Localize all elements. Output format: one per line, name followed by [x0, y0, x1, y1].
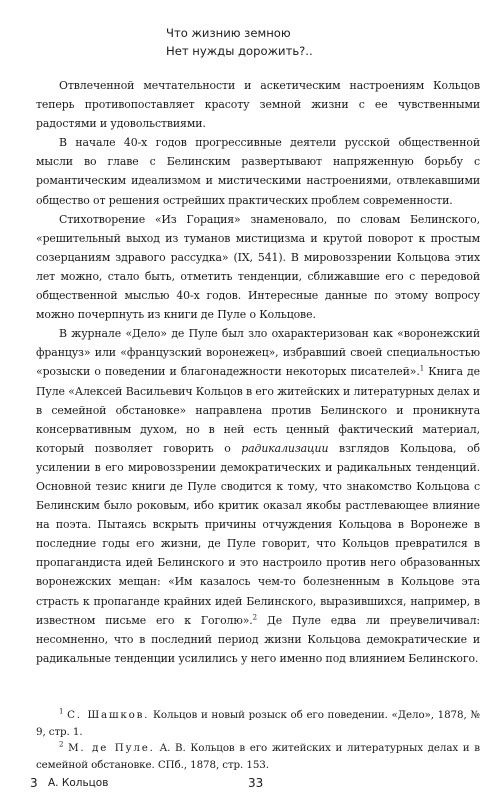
main-text [36, 76, 480, 668]
epigraph-line: Нет нужды дорожить?.. [166, 44, 313, 58]
page-footer [30, 776, 480, 794]
paragraph-text: Де Пуле едва ли преувеличивал: несомненно, что в последний период жизни Кольцова демократические и радикальные тенденции усилились у него именно под влиянием Белинского. [36, 613, 480, 665]
poem-epigraph [166, 24, 480, 60]
paragraph: Отвлеченной мечтательности и аскетическим настроениям Кольцов теперь противопоставляет красоту земной жизни с ее чувственными радостями и удовольствиями. [36, 79, 480, 131]
italic-term: радикализации [241, 441, 329, 455]
footnote-mark: 2 [59, 740, 64, 749]
footnote-ref: 2 [252, 613, 258, 621]
footnote [36, 740, 480, 773]
paragraph-text: В журнале «Дело» де Пуле был зло охарактеризован как «воронежский француз» или «французский воронежец», избравший своей специальностью «розыски о поведении и благонадежности некоторых писателей». [36, 327, 480, 379]
paragraph [36, 324, 480, 668]
page-number: 33 [248, 776, 264, 790]
footnote-mark: 1 [59, 707, 64, 716]
footnote-author: С. Шашков. [67, 709, 150, 721]
footnote-text: А. В. Кольцов в его житейских и литературных делах и в семейной обстановке. СПб., 1878, стр. 153. [36, 742, 480, 771]
footnote-ref: 1 [419, 364, 425, 373]
footnote-text: Кольцов и новый розыск об его поведении. «Дело», 1878, № 9, стр. 1. [36, 709, 480, 738]
footnotes [36, 707, 480, 773]
paragraph-text: Книга де Пуле «Алексей Васильевич Кольцов в его житейских и литературных делах и в семейной обстановке» направлена против Белинского и проникнута консервативным духом, но в ней есть ценный фактический материал, который позволяет говорить о [36, 365, 480, 455]
paragraph-text: взглядов Кольцова, об усилении в его мировоззрении демократических и радикальных тенденций. Основной тезис книги де Пуле сводится к тому, что знакомство Кольцова с Белинским было роковым, ибо критик оказал якобы растлевающее влияние на поэта. Пытаясь вскрыть причины отчуждения Кольцова в Воронеже в последние годы его жизни, де Пуле говорит, что Кольцов превратился в пропагандиста идей Белинского и это настроило против него образованных воронежских мещан: «Им казалось чем-то болезненным в Кольцове эта страсть к пропаганде крайних идей Белинского, выразившихся, например, в известном письме его к Гоголю». [36, 441, 480, 627]
paragraph: Стихотворение «Из Горация» знаменовало, по словам Белинского, «решительный выход из туманов мистицизма и крутой поворот к простым созерцаниям здравого рассудка» (IX, 541). В мировоззрении Кольцова этих лет можно, стало быть, отметить тенденции, сближавшие его с передовой общественной мыслью 40-х годов. Интересные данные по этому вопросу можно почерпнуть из книги де Пуле о Кольцове. [36, 212, 480, 322]
signature-number: 3 [30, 776, 38, 790]
footnote-author: М. де Пуле. [68, 742, 155, 754]
signature-name: А. Кольцов [48, 777, 109, 789]
footnote [36, 707, 480, 740]
epigraph-line: Что жизнию земною [166, 26, 291, 40]
paragraph: В начале 40-х годов прогрессивные деятели русской общественной мысли во главе с Белинским развертывают напряженную борьбу с романтическим идеализмом и мистическими настроениями, отвлекавшими общество от решения острейших практических проблем современности. [36, 136, 480, 207]
